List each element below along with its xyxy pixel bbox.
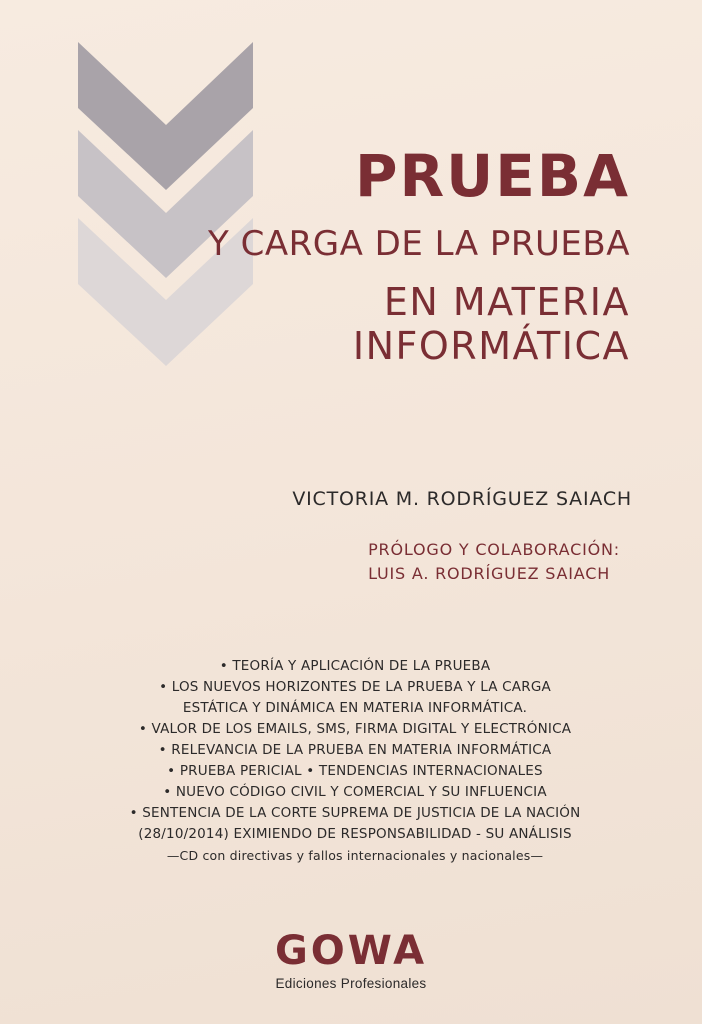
list-item: • PRUEBA PERICIAL • TENDENCIAS INTERNACIONALES [167,763,543,779]
list-item: • SENTENCIA DE LA CORTE SUPREMA DE JUSTICIA DE LA NACIÓN [129,805,581,821]
list-item: • VALOR DE LOS EMAILS, SMS, FIRMA DIGITAL Y ELECTRÓNICA [138,721,572,737]
book-subtitle-line-3: INFORMÁTICA [352,324,630,368]
book-subtitle-line-1: Y CARGA DE LA PRUEBA [208,224,630,264]
list-item: • NUEVO CÓDIGO CIVIL Y COMERCIAL Y SU INFLUENCIA [163,784,547,800]
list-item: • TEORÍA Y APLICACIÓN DE LA PRUEBA [219,658,491,674]
book-subtitle-line-2: EN MATERIA [383,280,630,324]
prologue-author: LUIS A. RODRÍGUEZ SAIACH [368,564,611,583]
author-name: VICTORIA M. RODRÍGUEZ SAIACH [292,488,632,510]
list-item: • LOS NUEVOS HORIZONTES DE LA PRUEBA Y LA CARGA [159,679,551,695]
cd-note: —CD con directivas y fallos internacionales y nacionales— [166,848,544,863]
prologue-label: PRÓLOGO Y COLABORACIÓN: [368,540,620,559]
publisher-name: GOWA [274,928,428,974]
prologue-credit [368,538,620,586]
list-item: • RELEVANCIA DE LA PRUEBA EN MATERIA INFORMÁTICA [158,742,552,758]
list-item: ESTÁTICA Y DINÁMICA EN MATERIA INFORMÁTICA. [182,700,528,716]
contents-list [60,656,650,866]
publisher-subtitle: Ediciones Profesionales [275,976,427,991]
publisher-logo [0,928,702,991]
book-title: PRUEBA [355,142,630,210]
list-item: (28/10/2014) EXIMIENDO DE RESPONSABILIDAD - SU ANÁLISIS [138,826,572,842]
